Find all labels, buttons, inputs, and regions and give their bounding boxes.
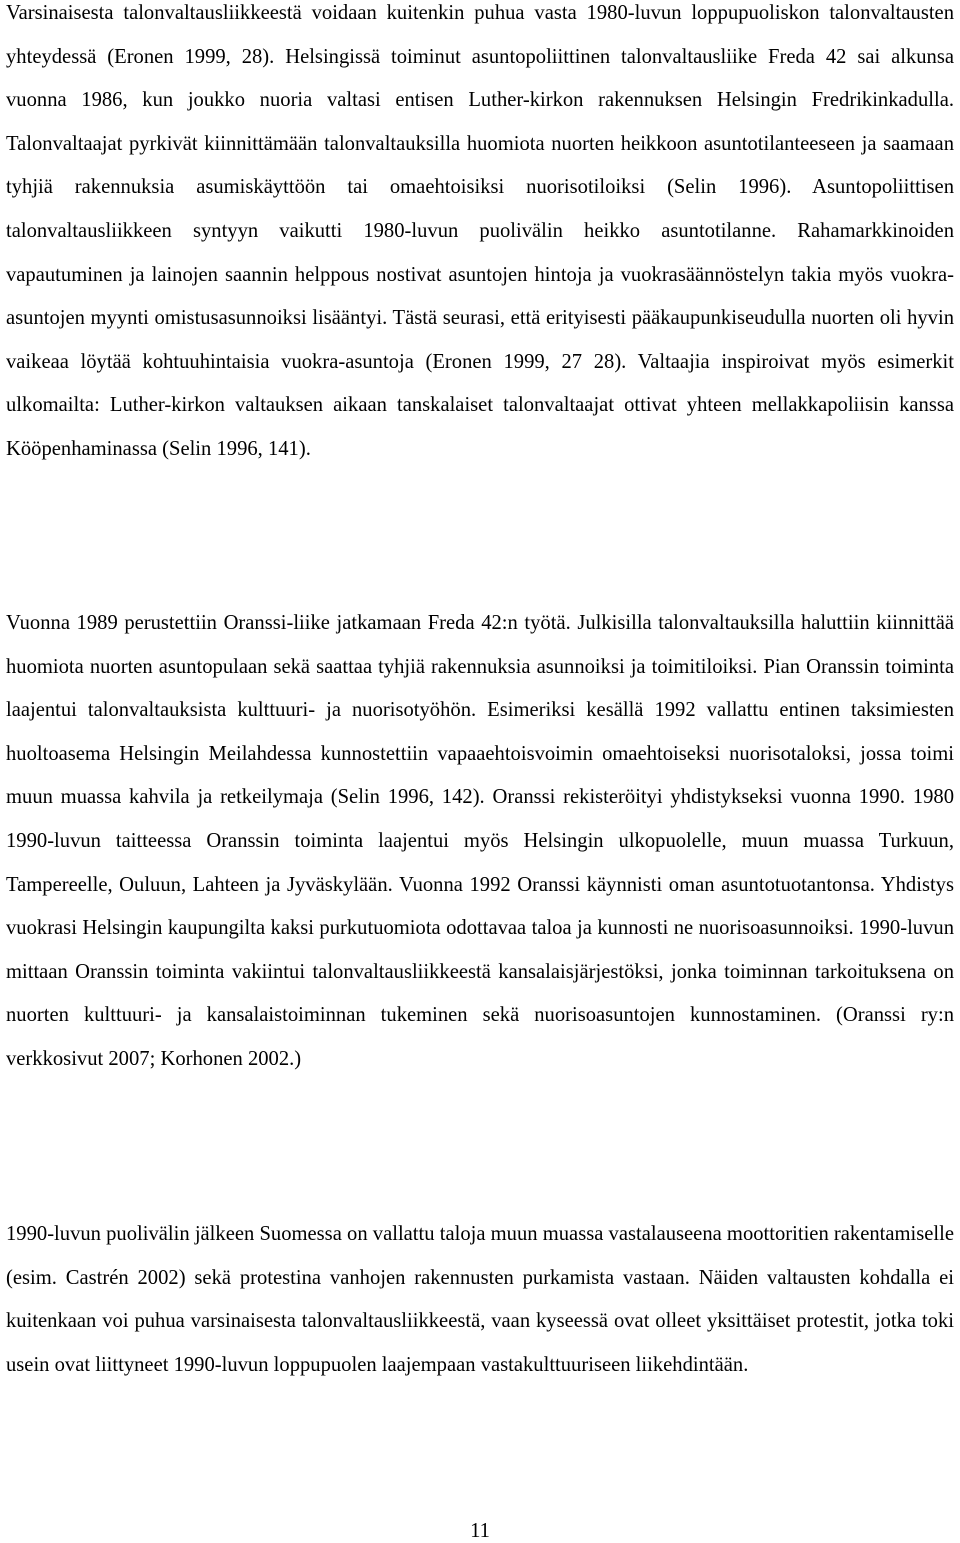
paragraph-1: Varsinaisesta talonvaltausliikkeestä voidaan kuitenkin puhua vasta 1980-luvun loppupuoliskon talonvaltausten yhteydessä (Eronen 1999, 28). Helsingissä toiminut asuntopoliittinen talonvaltausliike Freda 42 sai alkunsa vuonna 1986, kun joukko nuoria valtasi entisen Luther-kirkon rakennuksen Helsingin Fredrikinkadulla. Talonvaltaajat pyrkivät kiinnittämään talonvaltauksilla huomiota nuorten heikkoon asuntotilanteeseen ja saamaan tyhjiä rakennuksia asumiskäyttöön tai omaehtoisiksi nuorisotiloiksi (Selin 1996). Asuntopoliittisen talonvaltausliikkeen syntyyn vaikutti 1980-luvun puolivälin heikko asuntotilanne. Rahamarkkinoiden vapautuminen ja lainojen saannin helppous nostivat asuntojen hintoja ja vuokrasäännöstelyn takia myös vuokra-asuntojen myynti omistusasunnoiksi lisääntyi. Tästä seurasi, että erityisesti pääkaupunkiseudulla nuorten oli hyvin vaikeaa löytää kohtuuhintaisia vuokra-asuntoja (Eronen 1999, 27 28). Valtaajia inspiroivat myös esimerkit ulkomailta: Luther-kirkon valtauksen aikaan tanskalaiset talonvaltaajat ottivat yhteen mellakkapoliisin kanssa Kööpenhaminassa (Selin 1996, 141). (6, 2, 954, 460)
paragraph-3: 1990-luvun puolivälin jälkeen Suomessa on vallattu taloja muun muassa vastalauseena moottoritien rakentamiselle (esim. Castrén 2002) sekä protestina vanhojen rakennusten purkamista vastaan. Näiden valtausten kohdalla ei kuitenkaan voi puhua varsinaisesta talonvaltausliikkeestä, vaan kyseessä ovat olleet yksittäiset protestit, jotka toki usein ovat liittyneet 1990-luvun loppupuolen laajempaan vastakulttuuriseen liikehdintään. (6, 1223, 954, 1376)
paragraph-2: Vuonna 1989 perustettiin Oranssi-liike jatkamaan Freda 42:n työtä. Julkisilla talonvaltauksilla haluttiin kiinnittää huomiota nuorten asuntopulaan sekä saattaa tyhjiä rakennuksia asunnoiksi ja toimitiloiksi. Pian Oranssin toiminta laajentui talonvaltauksista kulttuuri- ja nuorisotyöhön. Esimeriksi kesällä 1992 vallattu entinen taksimiesten huoltoasema Helsingin Meilahdessa kunnostettiin vapaaehtoisvoimin omaehtoiseksi nuorisotaloksi, jossa toimi muun muassa kahvila ja retkeilymaja (Selin 1996, 142). Oranssi rekisteröityi yhdistykseksi vuonna 1990. 1980 1990-luvun taitteessa Oranssin toiminta laajentui myös Helsingin ulkopuolelle, muun muassa Turkuun, Tampereelle, Ouluun, Lahteen ja Jyväskylään. Vuonna 1992 Oranssi käynnisti oman asuntotuotantonsa. Yhdistys vuokrasi Helsingin kaupungilta kaksi purkutuomiota odottavaa taloa ja kunnosti ne nuorisoasunnoiksi. 1990-luvun mittaan Oranssin toiminta vakiintui talonvaltausliikkeestä kansalaisjärjestöksi, jonka toiminnan tarkoituksena on nuorten kulttuuri- ja kansalaistoiminnan tukeminen sekä nuorisoasuntojen kunnostaminen. (Oranssi ry:n verkkosivut 2007; Korhonen 2002.) (6, 612, 954, 1070)
page-number: 11 (470, 1520, 490, 1542)
